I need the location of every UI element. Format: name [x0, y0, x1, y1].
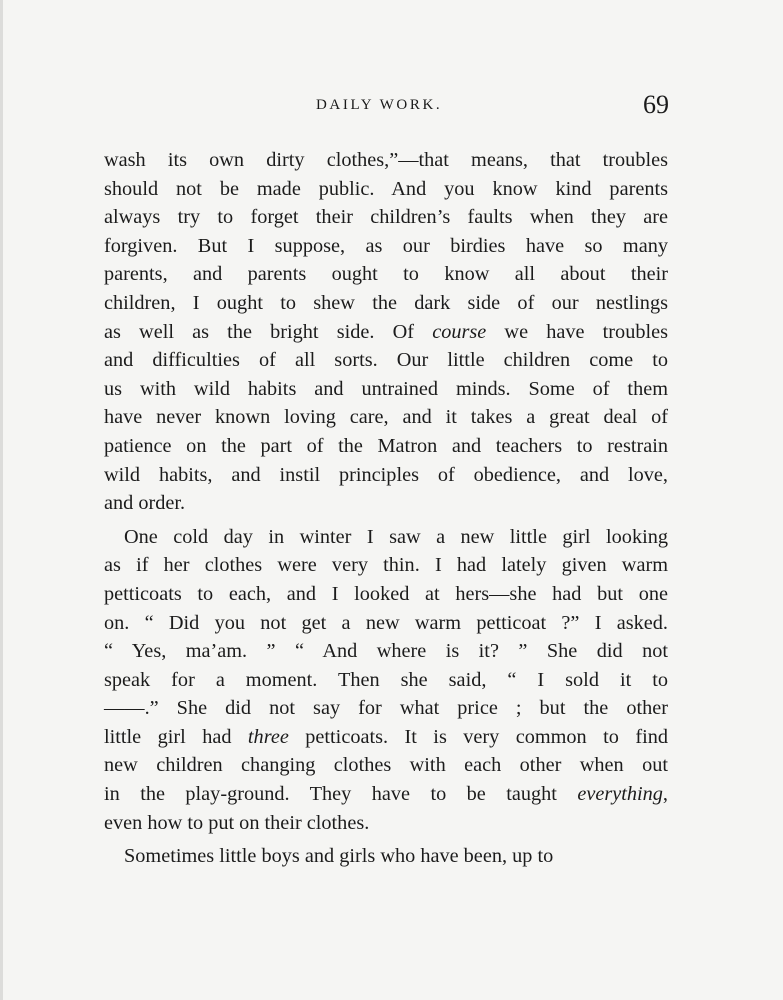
text-line — [104, 232, 668, 261]
text-segment: new children changing clothes with each other when out — [104, 754, 668, 777]
running-head — [0, 90, 783, 126]
text-segment: should not be made public. And you know kind parents — [104, 177, 668, 200]
italic-text: three — [247, 725, 289, 748]
paragraph — [104, 842, 668, 871]
text-segment: as if her clothes were very thin. I had lately given warm — [104, 554, 668, 577]
page-edge — [0, 0, 3, 1000]
italic-text: everything — [577, 783, 663, 806]
text-segment: we have troubles — [486, 320, 669, 343]
text-segment: as well as the bright side. Of — [104, 320, 433, 343]
paragraph — [104, 146, 668, 518]
text-segment: children, I ought to shew the dark side of our nestlings — [104, 291, 668, 314]
text-segment: petticoats. It is very common to find — [288, 725, 669, 748]
body-text — [104, 146, 668, 871]
text-segment: even how to put on their clothes. — [104, 811, 370, 834]
text-segment: Sometimes little boys and girls who have been, up to — [124, 845, 554, 868]
text-line — [104, 637, 668, 666]
text-line — [104, 146, 668, 175]
text-line — [104, 346, 668, 375]
text-segment: petticoats to each, and I looked at hers—she had but one — [104, 582, 668, 605]
text-line — [104, 580, 668, 609]
page-number: 69 — [643, 90, 669, 119]
text-line — [104, 609, 668, 638]
text-line — [104, 551, 668, 580]
text-segment: ——.” She did not say for what price ; but the other — [104, 697, 668, 720]
text-line — [104, 723, 668, 752]
text-line — [104, 403, 668, 432]
text-segment: always try to forget their children’s faults when they are — [104, 206, 668, 229]
text-segment: parents, and parents ought to know all about their — [104, 263, 668, 286]
running-title: DAILY WORK. — [316, 97, 443, 113]
text-segment: in the play-ground. They have to be taught — [104, 783, 578, 806]
paragraph — [104, 523, 668, 838]
text-line — [104, 375, 668, 404]
text-line — [104, 175, 668, 204]
italic-text: course — [432, 320, 487, 343]
text-line — [104, 489, 668, 518]
text-line — [104, 842, 668, 871]
text-segment: little girl had — [104, 725, 248, 748]
text-line — [104, 523, 668, 552]
text-segment: patience on the part of the Matron and teachers to restrain — [104, 434, 668, 457]
text-line — [104, 666, 668, 695]
text-segment: have never known loving care, and it takes a great deal of — [104, 406, 668, 429]
text-segment: on. “ Did you not get a new warm petticoat ?” I asked. — [104, 611, 668, 634]
text-segment: “ Yes, ma’am. ” “ And where is it? ” She did not — [104, 640, 668, 663]
text-line — [104, 289, 668, 318]
text-line — [104, 809, 668, 838]
text-segment: forgiven. But I suppose, as our birdies have so many — [104, 234, 668, 257]
text-segment: wash its own dirty clothes,”—that means, that troubles — [104, 149, 668, 171]
text-segment: One cold day in winter I saw a new little girl looking — [124, 525, 668, 548]
text-line — [104, 432, 668, 461]
text-line — [104, 203, 668, 232]
text-line — [104, 260, 668, 289]
text-segment: speak for a moment. Then she said, “ I sold it to — [104, 668, 668, 691]
text-segment: , — [662, 783, 668, 806]
text-line — [104, 318, 668, 347]
text-line — [104, 780, 668, 809]
text-segment: wild habits, and instil principles of obedience, and love, — [104, 463, 668, 486]
text-line — [104, 694, 668, 723]
text-segment: and order. — [104, 492, 186, 515]
text-line — [104, 461, 668, 490]
text-segment: and difficulties of all sorts. Our little children come to — [104, 349, 668, 372]
text-segment: us with wild habits and untrained minds. Some of them — [104, 377, 668, 400]
text-line — [104, 751, 668, 780]
